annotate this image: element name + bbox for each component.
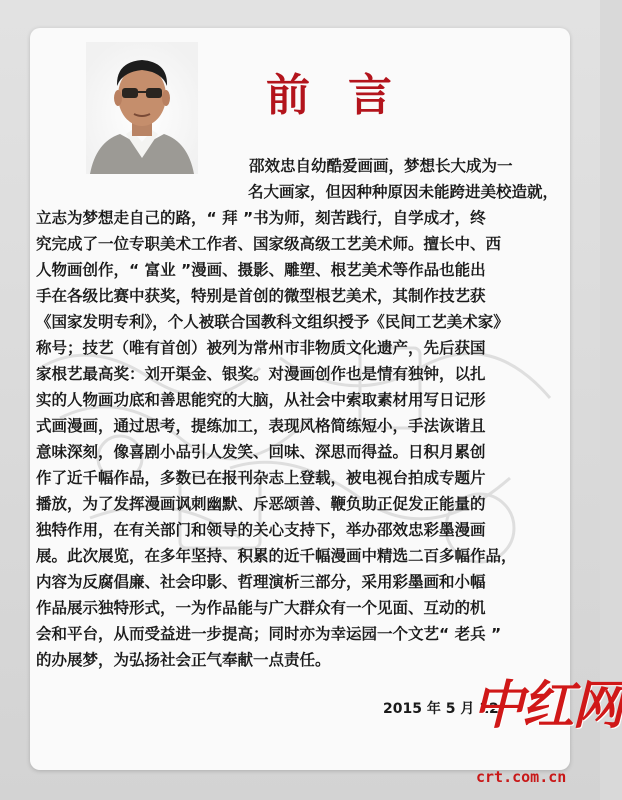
body-line: 意味深刻，像喜剧小品引人发笑、回味、深思而得益。日积月累创 [36,443,486,461]
body-line: 究完成了一位专职美术工作者、国家级高级工艺美术师。擅长中、西 [36,235,502,253]
body-line: 展。此次展览，在多年坚持、积累的近千幅漫画中精选二百多幅作品， [36,547,517,565]
preface-title: 前言 [266,70,430,121]
body-line: 独特作用，在有关部门和领导的关心支持下，举办邵效忠彩墨漫画 [36,521,486,539]
site-watermark [456,672,622,800]
body-line: 人物画创作，“ 富业 ”漫画、摄影、雕塑、根艺美术等作品也能出 [36,261,486,279]
body-line: 《国家发明专利》，个人被联合国教科文组织授予《民间工艺美术家》 [36,313,509,331]
brand-url: crt.com.cn [476,768,567,786]
body-line: 的办展梦，为弘扬社会正气奉献一点责任。 [36,651,331,669]
preface-card [30,28,570,770]
body-line: 名大画家，但因种种原因未能跨进美校造就， [248,183,559,201]
body-line: 邵效忠自幼酷爱画画，梦想长大成为一 [249,157,513,175]
body-line: 手在各级比赛中获奖，特别是首创的微型根艺美术，其制作技艺获 [36,287,486,305]
body-line: 称号；技艺（唯有首创）被列为常州市非物质文化遗产，先后获国 [36,339,486,357]
body-line: 实的人物画功底和善思能究的大脑，从社会中索取素材用写日记形 [36,391,486,409]
document-date: 2015 年 5 月 12 [383,701,499,717]
body-line: 家根艺最高奖：刘开渠金、银奖。对漫画创作也是情有独钟，以扎 [36,365,486,383]
body-line: 式画漫画，通过思考，提练加工，表现风格简练短小，手法诙谐且 [36,417,486,435]
body-line: 播放，为了发挥漫画讽刺幽默、斥恶颂善、鞭负助正促发正能量的 [36,495,486,513]
body-line: 作品展示独特形式，一为作品能与广大群众有一个见面、互动的机 [36,599,486,617]
body-line: 作了近千幅作品，多数已在报刊杂志上登载，被电视台拍成专题片 [36,469,486,487]
body-line: 立志为梦想走自己的路，“ 拜 ”书为师，刻苦践行，自学成才，终 [36,209,486,227]
body-line: 内容为反腐倡廉、社会印影、哲理演析三部分，采用彩墨画和小幅 [36,573,486,591]
author-portrait [86,42,198,174]
body-line: 会和平台，从而受益进一步提高；同时亦为幸运园一个文艺“ 老兵 ” [36,625,502,643]
brand-logo: 中红网 [472,675,622,736]
